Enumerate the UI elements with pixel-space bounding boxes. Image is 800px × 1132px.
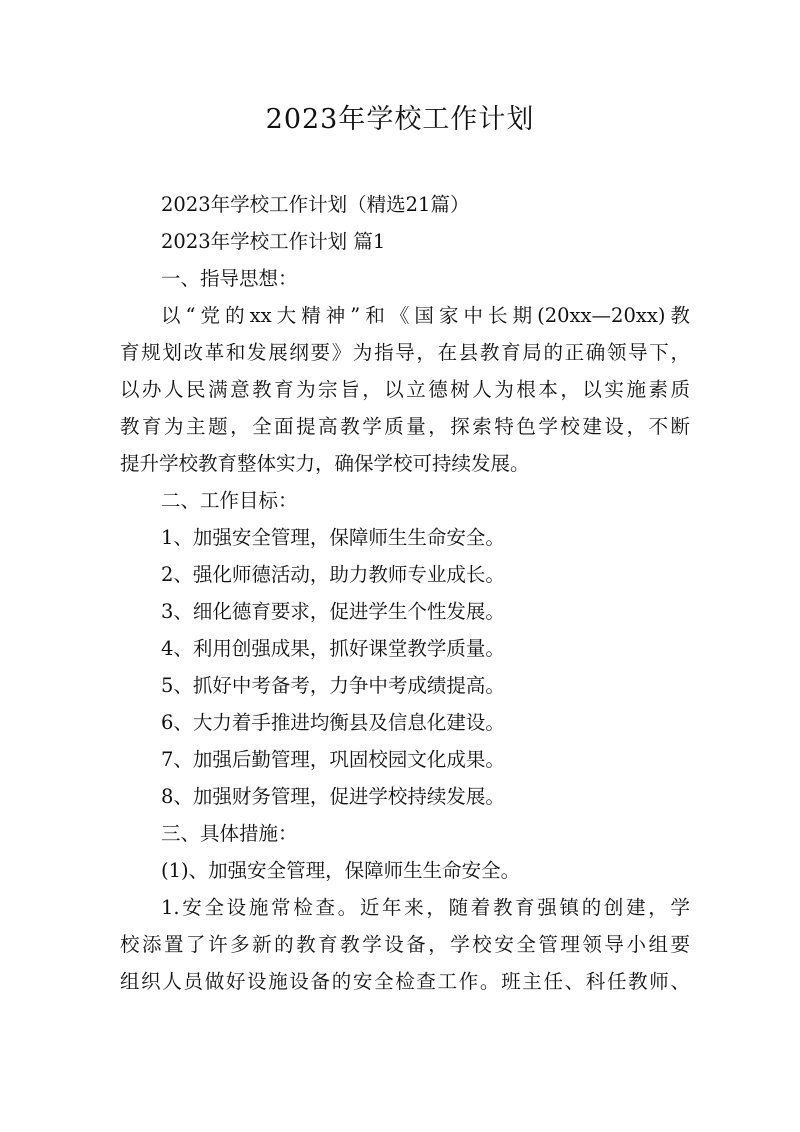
paragraph-line: 二、工作目标： <box>161 489 298 512</box>
paragraph-line: 2、强化师德活动，助力教师专业成长。 <box>161 563 505 586</box>
paragraph-line: 2023年学校工作计划（精选21篇） <box>161 193 470 216</box>
paragraph-line: 4、利用创强成果，抓好课堂教学质量。 <box>161 637 505 660</box>
paragraph-line: 育规划改革和发展纲要》为指导，在县教育局的正确领导下， <box>120 341 690 364</box>
paragraph-line: 3、细化德育要求，促进学生个性发展。 <box>161 600 505 623</box>
paragraph-line: 教育为主题，全面提高教学质量，探索特色学校建设，不断 <box>120 415 690 438</box>
document-body <box>120 186 690 1000</box>
paragraph-line: 三、具体措施： <box>161 822 298 845</box>
paragraph-line: 1、加强安全管理，保障师生生命安全。 <box>161 526 505 549</box>
paragraph-line: 校添置了许多新的教育教学设备，学校安全管理领导小组要 <box>120 933 690 956</box>
document-title: 2023年学校工作计划 <box>265 104 535 135</box>
paragraph-line: 以“党的xx大精神”和《国家中长期(20xx—20xx)教 <box>161 304 690 327</box>
paragraph-line: 组织人员做好设施设备的安全检查工作。班主任、科任教师、 <box>120 970 690 993</box>
paragraph-line: (1)、加强安全管理，保障师生生命安全。 <box>161 859 521 882</box>
paragraph-line: 1.安全设施常检查。近年来，随着教育强镇的创建，学 <box>161 896 690 919</box>
paragraph-line: 6、大力着手推进均衡县及信息化建设。 <box>161 711 505 734</box>
paragraph-line: 5、抓好中考备考，力争中考成绩提高。 <box>161 674 505 697</box>
paragraph-line: 7、加强后勤管理，巩固校园文化成果。 <box>161 748 505 771</box>
paragraph-line: 一、指导思想： <box>161 267 298 290</box>
paragraph-line: 以办人民满意教育为宗旨，以立德树人为根本，以实施素质 <box>120 378 690 401</box>
paragraph-line: 8、加强财务管理，促进学校持续发展。 <box>161 785 505 808</box>
paragraph-line: 2023年学校工作计划 篇1 <box>161 230 386 253</box>
paragraph-line: 提升学校教育整体实力，确保学校可持续发展。 <box>120 452 530 475</box>
